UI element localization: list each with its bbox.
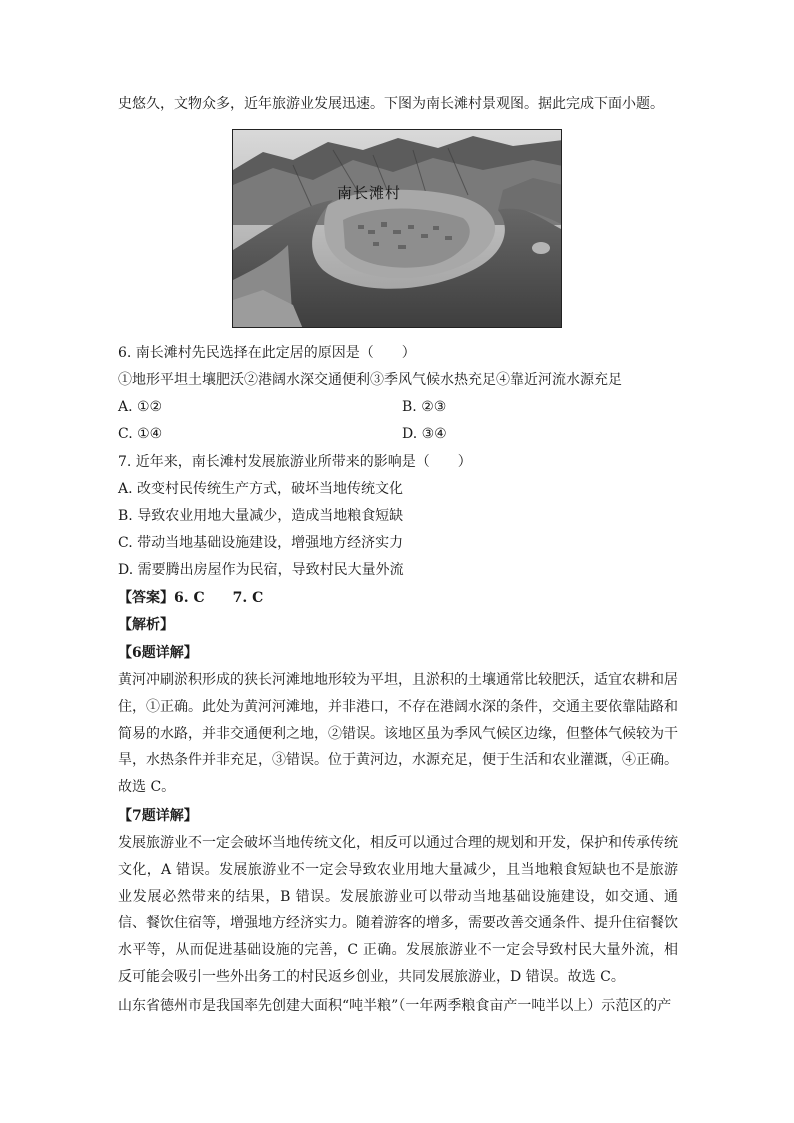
landscape-illustration (233, 130, 562, 328)
q6-option-a: A. ①② (118, 399, 163, 415)
q6-detail-text: 黄河冲刷淤积形成的狭长河滩地地形较为平坦，且淤积的土壤通常比较肥沃，适宜农耕和居住，①正确。此处为黄河河滩地，并非港口，不存在港阔水深的条件，交通主要依靠陆路和简易的水路，并非交通便利之地，②错误。该地区虽为季风气候区边缘，但整体气候较为干旱，水热条件并非充足，③错误。位于黄河边，水源充足，便于生活和农业灌溉，④正确。故选 C。 (118, 672, 678, 796)
q6-stem: 6. 南长滩村先民选择在此定居的原因是（ ） (118, 345, 416, 361)
next-question-intro: 山东省德州市是我国率先创建大面积“吨半粮”（一年两季粮食亩产一吨半以上）示范区的产 (118, 998, 672, 1014)
q7-option-b: B. 导致农业用地大量减少，造成当地粮食短缺 (118, 508, 404, 524)
village-landscape-photo (232, 129, 562, 328)
q6-option-d: D. ③④ (402, 426, 447, 442)
q6-detail-label: 【6题详解】 (118, 645, 198, 661)
q7-option-a: A. 改变村民传统生产方式，破坏当地传统文化 (118, 481, 404, 497)
analysis-label: 【解析】 (118, 617, 174, 633)
q6-statements: ①地形平坦土壤肥沃②港阔水深交通便利③季风气候水热充足④靠近河流水源充足 (118, 372, 622, 388)
intro-text: 史悠久，文物众多，近年旅游业发展迅速。下图为南长滩村景观图。据此完成下面小题。 (118, 96, 664, 112)
q7-option-d: D. 需要腾出房屋作为民宿，导致村民大量外流 (118, 562, 404, 578)
q7-stem: 7. 近年来，南长滩村发展旅游业所带来的影响是（ ） (118, 454, 472, 470)
q7-option-c: C. 带动当地基础设施建设，增强地方经济实力 (118, 535, 404, 551)
figure-label: 南长滩村 (337, 184, 402, 202)
q7-detail-text: 发展旅游业不一定会破坏当地传统文化，相反可以通过合理的规划和开发，保护和传承传统文化，A 错误。发展旅游业不一定会导致农业用地大量减少，且当地粮食短缺也不是旅游业发展必然带来的结果，B 错误。发展旅游业可以带动当地基础设施建设，如交通、通信、餐饮住宿等，增强地方经济实力。随着游客的增多，需要改善交通条件、提升住宿餐饮水平等，从而促进基础设施的完善，C 正确。发展旅游业不一定会导致村民大量外流，相反可能会吸引一些外出务工的村民返乡创业，共同发展旅游业，D 错误。故选 C。 (118, 835, 678, 985)
q6-option-c: C. ①④ (118, 426, 163, 442)
answer-line: 【答案】6. C 7. C (118, 590, 264, 606)
q6-option-b: B. ②③ (402, 399, 447, 415)
q7-detail-label: 【7题详解】 (118, 808, 198, 824)
